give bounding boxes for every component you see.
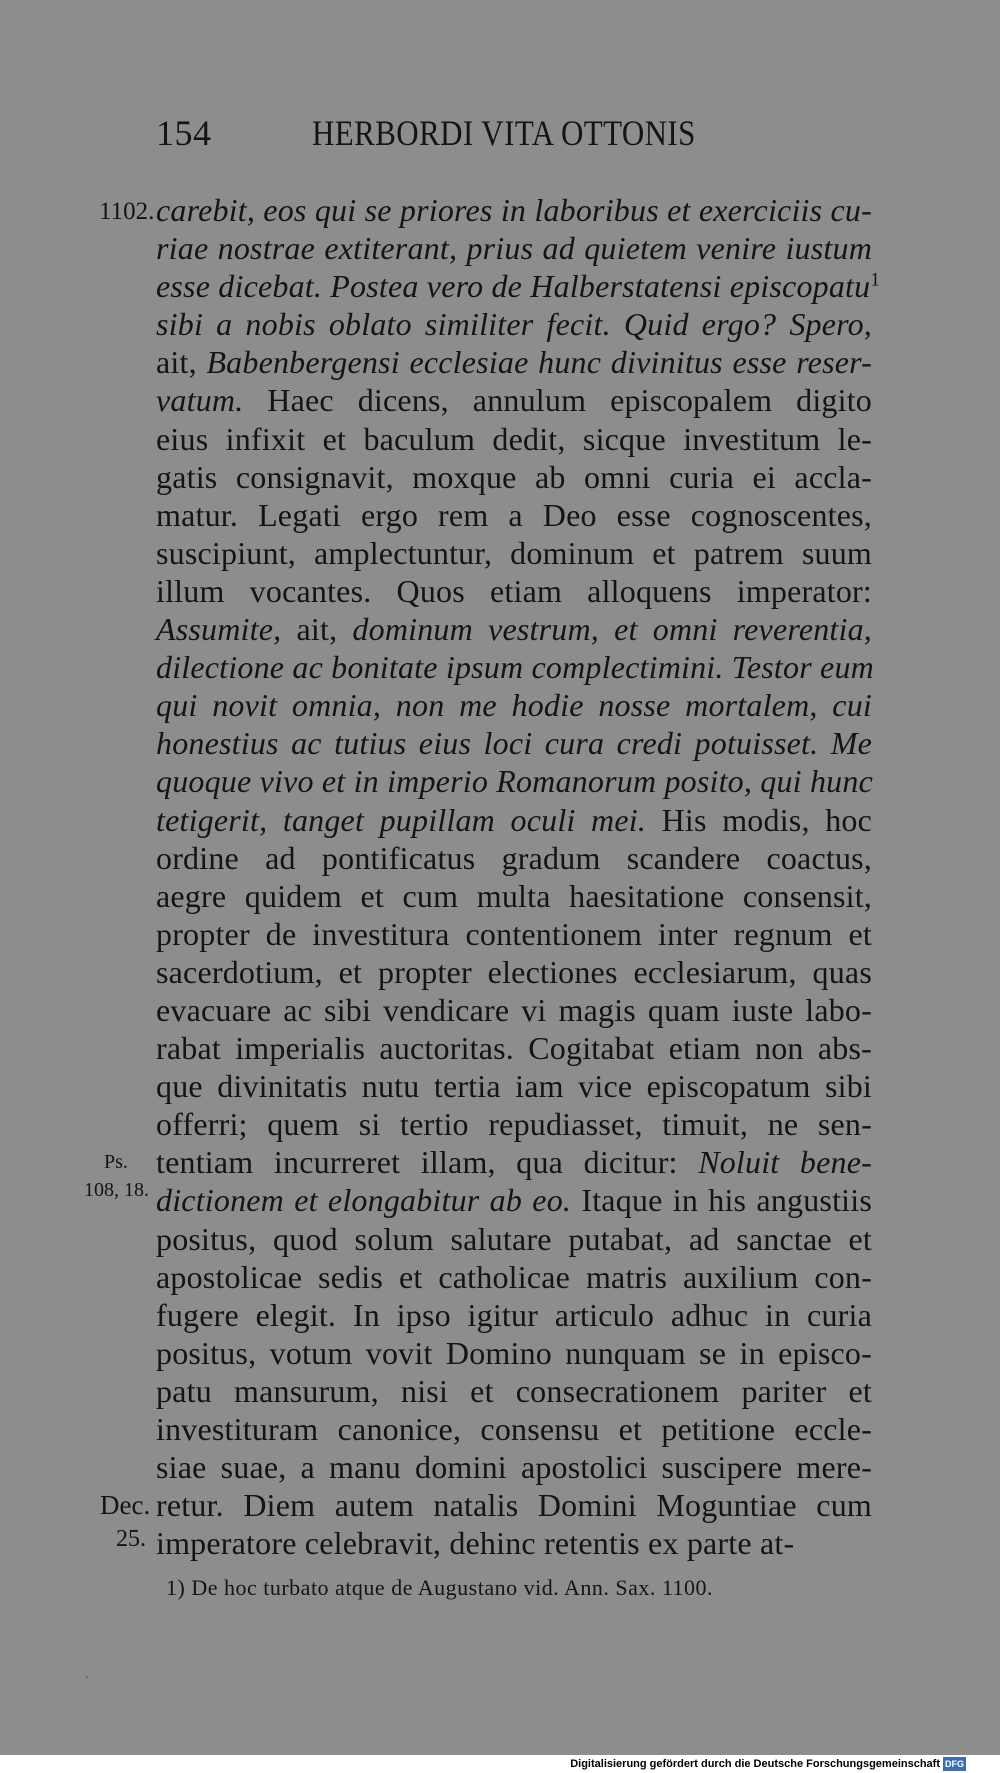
roman-text: tentiam incurreret illam, qua dicitur: [156, 1144, 699, 1181]
text-line [156, 877, 872, 915]
roman-text: aegre quidem et cum multa haesitatione consensit, [156, 877, 872, 914]
margin-note-psalm-verse: 108, 18. [84, 1179, 149, 1201]
roman-text: que divinitatis nutu tertia iam vice episcopatum sibi [156, 1068, 872, 1105]
italic-text: quoque vivo et in imperio Romanorum posito, qui hunc [156, 763, 873, 800]
roman-text: ait, [281, 611, 353, 648]
running-title: HERBORDI VITA OTTONIS [312, 113, 696, 153]
credit-text: Digitalisierung gefördert durch die Deutsche Forschungsgemeinschaft [570, 1758, 940, 1770]
digitization-credit [570, 1757, 966, 1771]
roman-text: positus, quod solum salutare putabat, ad sanctae et [156, 1220, 872, 1257]
text-line [156, 1105, 872, 1143]
roman-text: propter de investitura contentionem inter regnum et [156, 915, 872, 952]
text-line [156, 1181, 872, 1219]
roman-text: His modis, hoc [646, 801, 872, 838]
italic-text: Babenbergensi ecclesiae hunc divinitus esse reser- [206, 344, 873, 381]
text-line [156, 496, 872, 534]
text-line [156, 534, 872, 572]
roman-text: sacerdotium, et propter electiones ecclesiarum, quas [156, 953, 872, 990]
margin-note-psalm: Ps. [104, 1151, 128, 1173]
roman-text: ordine ad pontificatus gradum scandere coactus, [156, 839, 872, 876]
text-line [156, 1143, 872, 1181]
text-line [156, 191, 872, 229]
text-line [156, 267, 881, 305]
text-line [156, 343, 872, 381]
italic-text: carebit, eos qui se priores in laboribus et exerciciis cu- [156, 192, 872, 228]
text-line [156, 1334, 872, 1372]
text-line [156, 724, 872, 762]
margin-note-day: 25. [116, 1526, 146, 1552]
roman-text: positus, votum vovit Domino nunquam se in episco- [156, 1334, 872, 1371]
margin-note-month: Dec. [100, 1490, 151, 1520]
dfg-logo-icon: DFG [945, 1759, 964, 1769]
text-line [156, 458, 872, 496]
text-line [156, 1486, 872, 1524]
italic-text: Assumite, [156, 611, 282, 648]
roman-text: siae suae, a manu domini apostolici suscipere mere- [156, 1449, 872, 1486]
text-line [156, 229, 872, 267]
page-number: 154 [156, 113, 212, 153]
text-line [156, 305, 872, 343]
italic-text: esse dicebat. Postea vero de Halberstatensi episcopatu [156, 268, 871, 305]
text-line [156, 648, 872, 686]
roman-text: patu mansurum, nisi et consecrationem pariter et [156, 1372, 872, 1409]
text-line [156, 762, 872, 800]
roman-text: illum vocantes. Quos etiam alloquens imperator: [156, 572, 872, 609]
scan-speck [86, 1676, 88, 1678]
footnote-marker: 1 [870, 269, 881, 291]
roman-text: Itaque in his angustiis [571, 1182, 872, 1219]
roman-text: matur. Legati ergo rem a Deo esse cognoscentes, [156, 496, 872, 533]
text-line [156, 1524, 872, 1562]
roman-text: ait, [156, 344, 207, 381]
margin-note-year: 1102. [99, 198, 155, 225]
text-line [156, 1296, 872, 1334]
text-line [156, 1029, 872, 1067]
main-text [156, 191, 881, 1562]
text-line [156, 1410, 872, 1448]
roman-text: fugere elegit. In ipso igitur articulo adhuc in curia [156, 1296, 872, 1333]
text-line [156, 1220, 872, 1258]
italic-text: tetigerit, tanget pupillam oculi mei. [156, 801, 647, 838]
italic-text: dictionem et elongabitur ab eo. [156, 1182, 572, 1219]
page-header [0, 110, 1000, 160]
text-line [156, 991, 872, 1029]
footnote: 1) De hoc turbato atque de Augustano vid. Ann. Sax. 1100. [166, 1575, 714, 1600]
roman-text: offerri; quem si tertio repudiasset, timuit, ne sen- [156, 1106, 872, 1143]
roman-text: eius infixit et baculum dedit, sicque investitum le- [156, 420, 872, 457]
text-line [156, 1067, 872, 1105]
italic-text: riae nostrae extiterant, prius ad quietem venire iustum [156, 230, 872, 267]
roman-text: gatis consignavit, moxque ab omni curia ei accla- [156, 458, 872, 495]
text-line [156, 381, 872, 419]
text-line [156, 1448, 872, 1486]
text-line [156, 572, 872, 610]
text-line [156, 610, 872, 648]
italic-text: dominum vestrum, et omni reverentia, [352, 611, 873, 648]
roman-text: investituram canonice, consensu et petitione eccle- [156, 1411, 872, 1447]
roman-text: apostolicae sedis et catholicae matris auxilium con- [156, 1258, 872, 1295]
roman-text: imperatore celebravit, dehinc retentis ex parte at- [156, 1525, 795, 1562]
roman-text: rabat imperialis auctoritas. Cogitabat etiam non abs- [156, 1030, 872, 1067]
text-line [156, 839, 872, 877]
text-line [156, 1372, 872, 1410]
italic-text: Noluit bene- [698, 1144, 872, 1181]
text-line [156, 915, 872, 953]
roman-text: suscipiunt, amplectuntur, dominum et patrem suum [156, 534, 872, 571]
roman-text: Haec dicens, annulum episcopalem digito [243, 382, 872, 419]
italic-text: dilectione ac bonitate ipsum complectimini. Testor eum [156, 649, 874, 686]
italic-text: honestius ac tutius eius loci cura credi potuisset. Me [156, 725, 872, 762]
text-line [156, 420, 872, 458]
roman-text: retur. Diem autem natalis Domini Moguntiae cum [156, 1487, 872, 1524]
text-line [156, 686, 872, 724]
italic-text: sibi a nobis oblato similiter fecit. Quid ergo? Spero, [156, 306, 872, 343]
text-line [156, 801, 872, 839]
roman-text: evacuare ac sibi vendicare vi magis quam iuste labo- [156, 991, 872, 1028]
italic-text: qui novit omnia, non me hodie nosse mortalem, cui [156, 687, 872, 724]
text-line [156, 953, 872, 991]
italic-text: vatum. [156, 382, 244, 419]
text-line [156, 1258, 872, 1296]
